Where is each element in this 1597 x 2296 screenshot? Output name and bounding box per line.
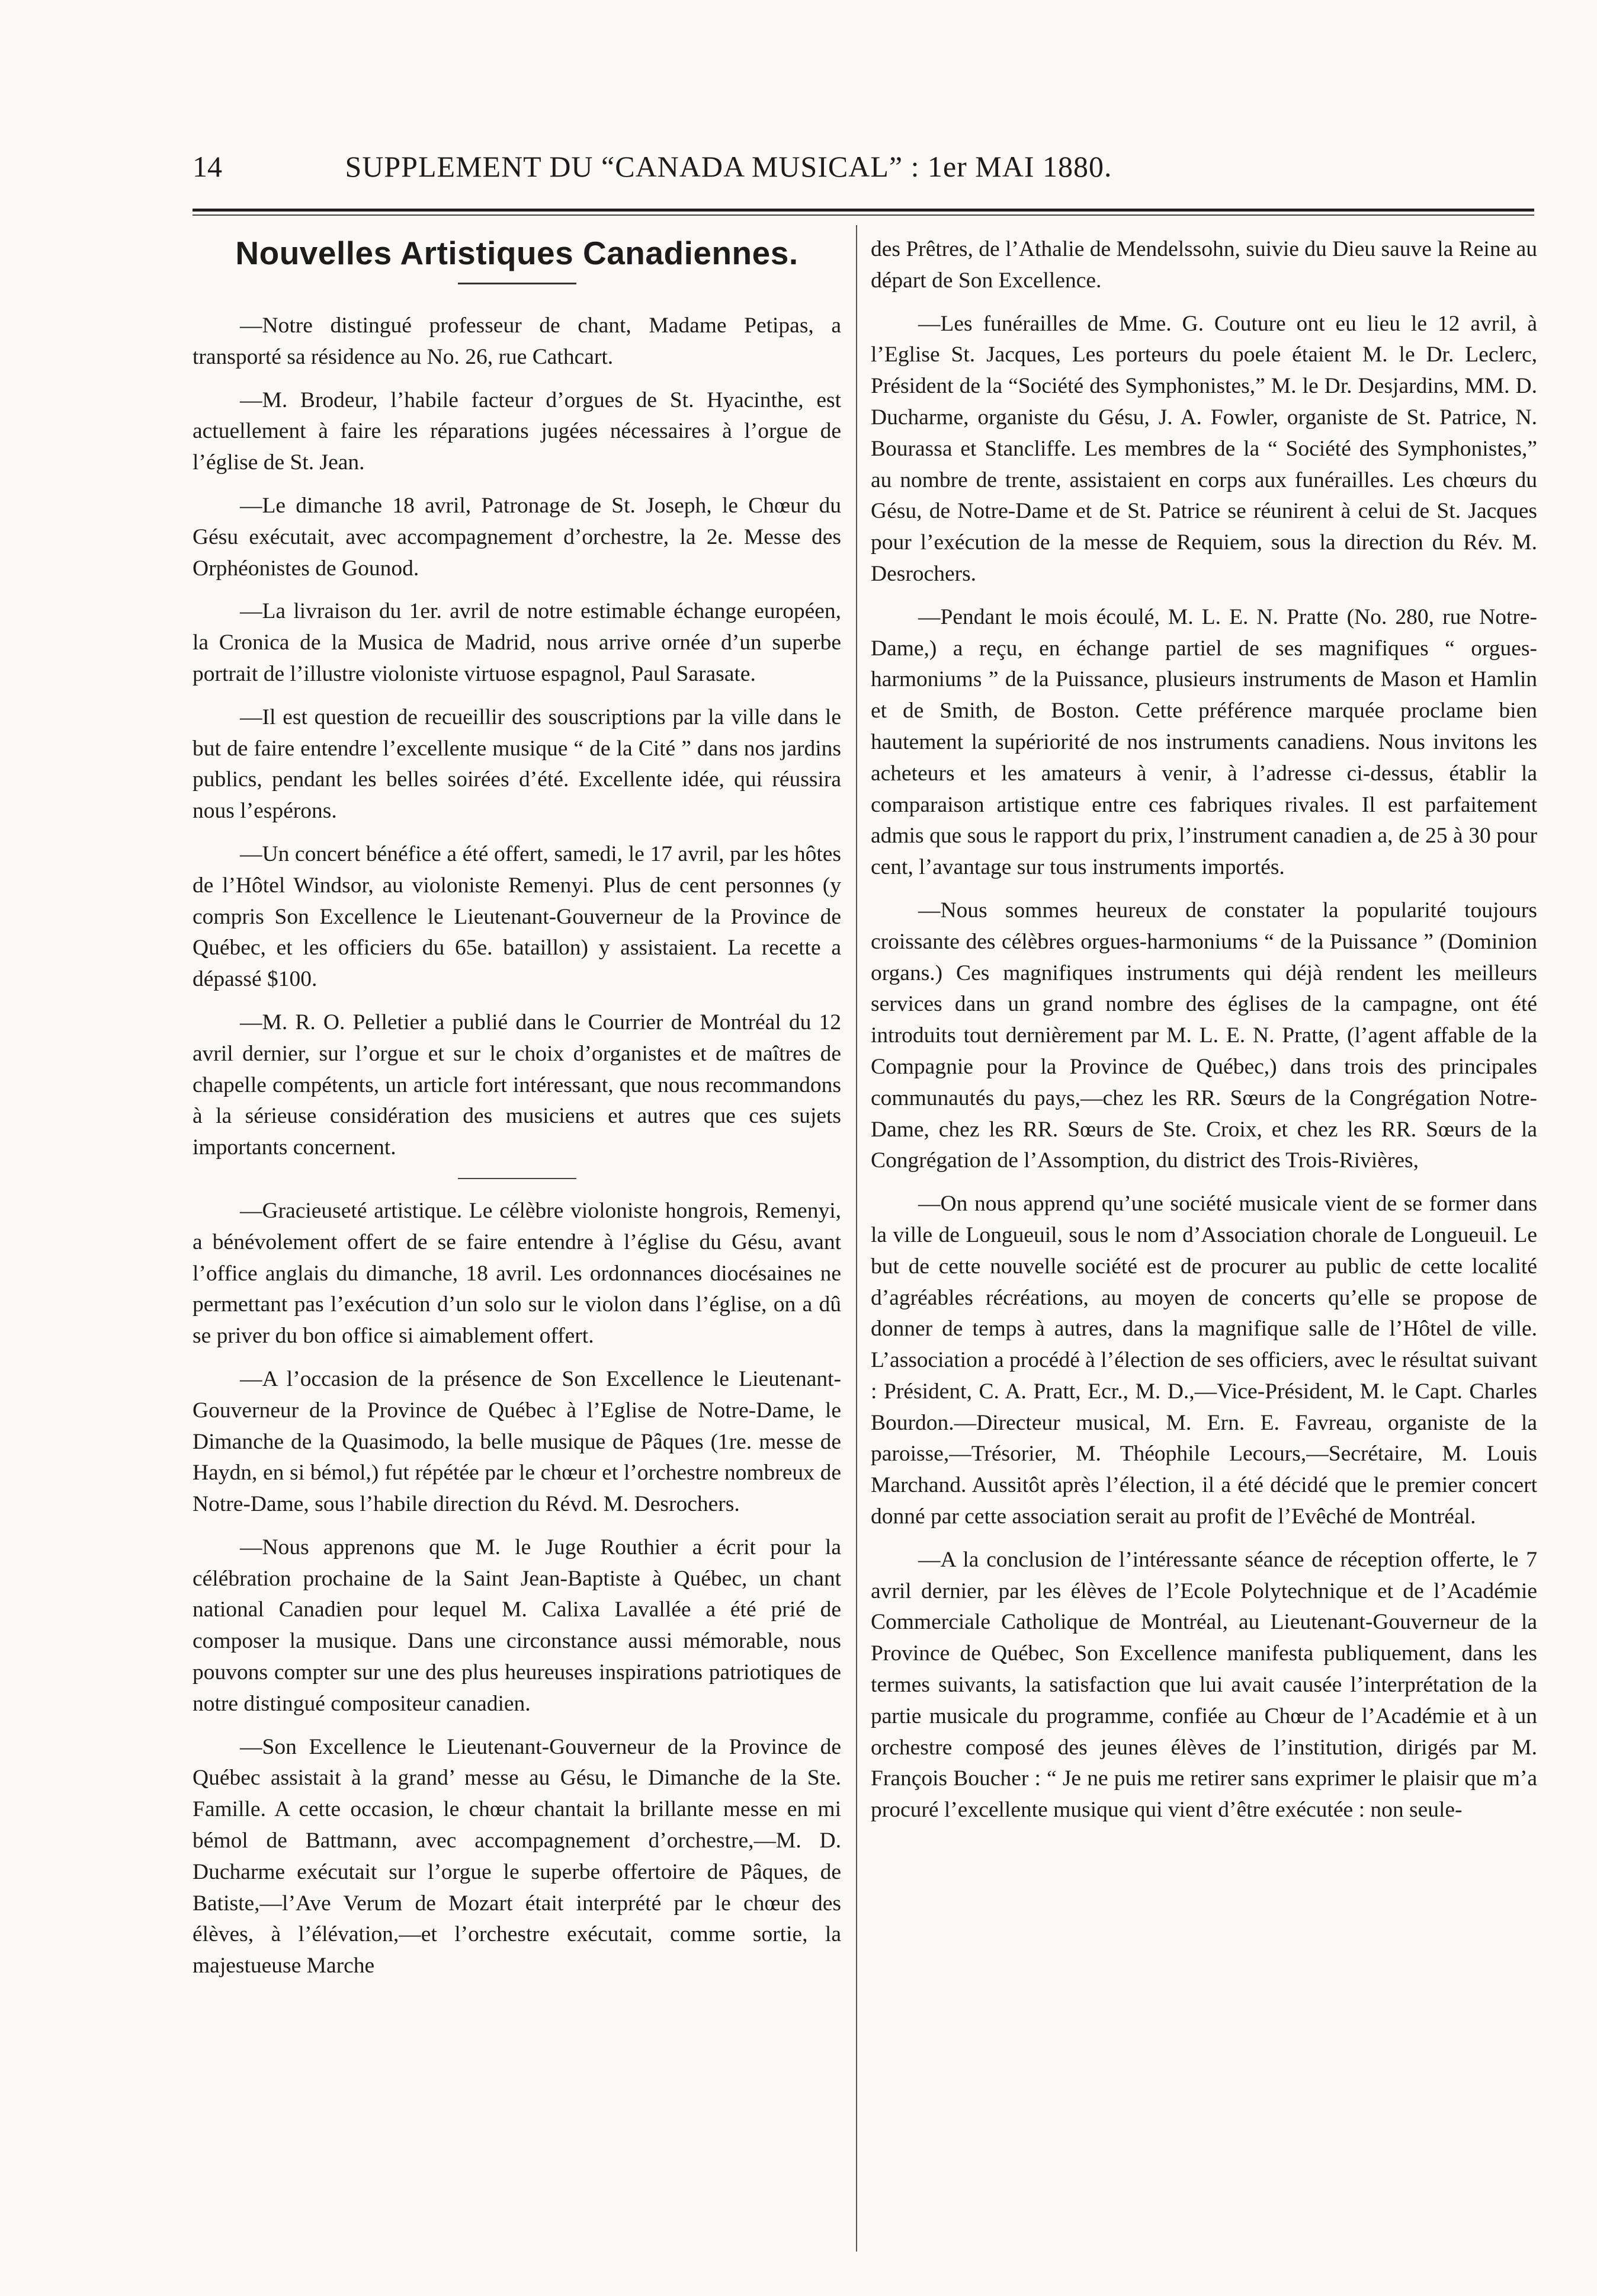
news-item: —Notre distingué professeur de chant, Madame Petipas, a transporté sa résidence au No. 26, rue Cathcart.	[193, 313, 841, 369]
header-rule	[193, 209, 1534, 212]
news-item: —Un concert bénéfice a été offert, samedi, le 17 avril, par les hôtes de l’Hôtel Windsor, au violoniste Remenyi. Plus de cent personnes (y compris Son Excellence le Lieutenant-Gouverneur de la Province de Québec, et les officiers du 65e. bataillon) y assistaient. La recette a dépassé $100.	[193, 841, 841, 992]
news-item: —Pendant le mois écoulé, M. L. E. N. Pratte (No. 280, rue Notre-Dame,) a reçu, en échange partiel de ses magnifiques “ orgues-harmoniums ” de la Puissance, plusieurs instruments de Mason et Hamlin et de Smith, de Boston. Cette préférence marquée proclame bien hautement la supériorité de nos instruments canadiens. Nous invitons les acheteurs et les amateurs à venir, à l’adresse ci-dessus, établir la comparaison artistique entre ces fabriques rivales. Il est parfaitement admis que sous le rapport du prix, l’instrument canadien a, de 25 à 30 pour cent, l’avantage sur tous instruments importés.	[871, 604, 1537, 880]
title-rule	[458, 283, 576, 284]
news-item: —M. Brodeur, l’habile facteur d’orgues de St. Hyacinthe, est actuellement à faire les réparations jugées nécessaires à l’orgue de l’église de St. Jean.	[193, 388, 841, 475]
running-title: SUPPLEMENT DU “CANADA MUSICAL” : 1er MAI 1880.	[345, 150, 1112, 183]
news-item-continuation: des Prêtres, de l’Athalie de Mendelssohn, suivie du Dieu sauve la Reine au départ de Son Excellence.	[871, 237, 1537, 293]
news-item: —On nous apprend qu’une société musicale vient de se former dans la ville de Longueuil, sous le nom d’Association chorale de Longueuil. Le but de cette nouvelle société est de procurer au public de cette localité d’agréables récréations, au moyen de concerts qu’elle se propose de donner de temps à autres, dans la magnifique salle de l’Hôtel de ville. L’association a procédé à l’élection de ses officiers, avec le résultat suivant : Président, C. A. Pratt, Ecr., M. D.,—Vice-Président, M. le Capt. Charles Bourdon.—Directeur musical, M. Ern. E. Favreau, organiste de la paroisse,—Trésorier, M. Théophile Lecours,—Secrétaire, M. Louis Marchand. Aussitôt après l’élection, il a été décidé que le premier concert donné par cette association serait au profit de l’Evêché de Montréal.	[871, 1192, 1537, 1529]
left-column	[193, 234, 841, 1994]
section-title: Nouvelles Artistiques Canadiennes.	[235, 235, 798, 271]
page-header	[193, 149, 1282, 191]
news-item: —A l’occasion de la présence de Son Excellence le Lieutenant-Gouverneur de la Province de Québec à l’Eglise de Notre-Dame, le Dimanche de la Quasimodo, la belle musique de Pâques (1re. messe de Haydn, en si bémol,) fut répétée par le chœur et l’orchestre nombreux de Notre-Dame, sous l’habile direction du Révd. M. Desrochers.	[193, 1366, 841, 1517]
news-item: —Son Excellence le Lieutenant-Gouverneur de la Province de Québec assistait à la grand’ messe au Gésu, le Dimanche de la Ste. Famille. A cette occasion, le chœur chantait la brillante messe en mi bémol de Battmann, avec accompagnement d’orchestre,—M. D. Ducharme exécutait sur l’orgue le superbe offertoire de Pâques, de Batiste,—l’Ave Verum de Mozart était interprété par le chœur des élèves, à l’élévation,—et l’orchestre exécutait, comme sortie, la majestueuse Marche	[193, 1734, 841, 1978]
page-number: 14	[193, 150, 222, 183]
news-item: —La livraison du 1er. avril de notre estimable échange européen, la Cronica de la Musica de Madrid, nous arrive ornée d’un superbe portrait de l’illustre violoniste virtuose espagnol, Paul Sarasate.	[193, 599, 841, 686]
news-item: —M. R. O. Pelletier a publié dans le Courrier de Montréal du 12 avril dernier, sur l’orgue et sur le choix d’organistes et de maîtres de chapelle compétents, un article fort intéressant, que nous recommandons à la sérieuse considération des musiciens et autres que ces sujets importants concernent.	[193, 1010, 841, 1160]
right-column	[871, 234, 1537, 1838]
column-divider	[856, 225, 857, 2252]
header-rule-thin	[193, 214, 1534, 216]
news-item: —Gracieuseté artistique. Le célèbre violoniste hongrois, Remenyi, a bénévolement offert de se faire entendre à l’église du Gésu, avant l’office anglais du dimanche, 18 avril. Les ordonnances diocésaines ne permettant pas l’exécution d’un solo sur le violon dans l’église, on a dû se priver du bon office si aimablement offert.	[193, 1198, 841, 1349]
news-item: —A la conclusion de l’intéressante séance de réception offerte, le 7 avril dernier, par les élèves de l’Ecole Polytechnique et de l’Académie Commerciale Catholique de Montréal, au Lieutenant-Gouverneur de la Province de Québec, Son Excellence manifesta publiquement, dans les termes suivants, la satisfaction que lui avait causée l’interprétation de la partie musicale du programme, confiée au Chœur de l’Académie et à un orchestre composé des jeunes élèves de l’institution, dirigés par M. François Boucher : “ Je ne puis me retirer sans exprimer le plaisir que m’a procuré l’excellente musique qui vient d’être exécutée : non seule-	[871, 1547, 1537, 1823]
news-item: —Les funérailles de Mme. G. Couture ont eu lieu le 12 avril, à l’Eglise St. Jacques, Les porteurs du poele étaient M. le Dr. Leclerc, Président de la “Société des Symphonistes,” M. le Dr. Desjardins, MM. D. Ducharme, organiste du Gésu, J. A. Fowler, organiste de St. Patrice, N. Bourassa et Stancliffe. Les membres de la “ Société des Symphonistes,” au nombre de trente, assistaient en corps aux funérailles. Les chœurs du Gésu, de Notre-Dame et de St. Patrice se réunirent à celui de St. Jacques pour l’exécution de la messe de Requiem, sous la direction du Rév. M. Desrochers.	[871, 311, 1537, 586]
news-item: —Nous sommes heureux de constater la popularité toujours croissante des célèbres orgues-harmoniums “ de la Puissance ” (Dominion organs.) Ces magnifiques instruments qui déjà rendent les meilleurs services dans un grand nombre des églises de la campagne, ont été introduits tout dernièrement par M. L. E. N. Pratte, (l’agent affable de la Compagnie pour la Province de Québec,) dans trois des principales communautés du pays,—chez les RR. Sœurs de la Congrégation Notre-Dame, chez les RR. Sœurs de Ste. Croix, et chez les RR. Sœurs de la Congrégation de l’Assomption, du district des Trois-Rivières,	[871, 898, 1537, 1173]
news-item: —Nous apprenons que M. le Juge Routhier a écrit pour la célébration prochaine de la Saint Jean-Baptiste à Québec, un chant national Canadien pour lequel M. Calixa Lavallée a été prié de composer la musique. Dans une circonstance aussi mémorable, nous pouvons compter sur une des plus heureuses inspirations patriotiques de notre distingué compositeur canadien.	[193, 1535, 841, 1716]
news-item: —Le dimanche 18 avril, Patronage de St. Joseph, le Chœur du Gésu exécutait, avec accompagnement d’orchestre, la 2e. Messe des Orphéonistes de Gounod.	[193, 493, 841, 581]
separator-rule	[458, 1178, 576, 1179]
news-item: —Il est question de recueillir des souscriptions par la ville dans le but de faire entendre l’excellente musique “ de la Cité ” dans nos jardins publics, pendant les belles soirées d’été. Excellente idée, qui réussira nous l’espérons.	[193, 705, 841, 824]
